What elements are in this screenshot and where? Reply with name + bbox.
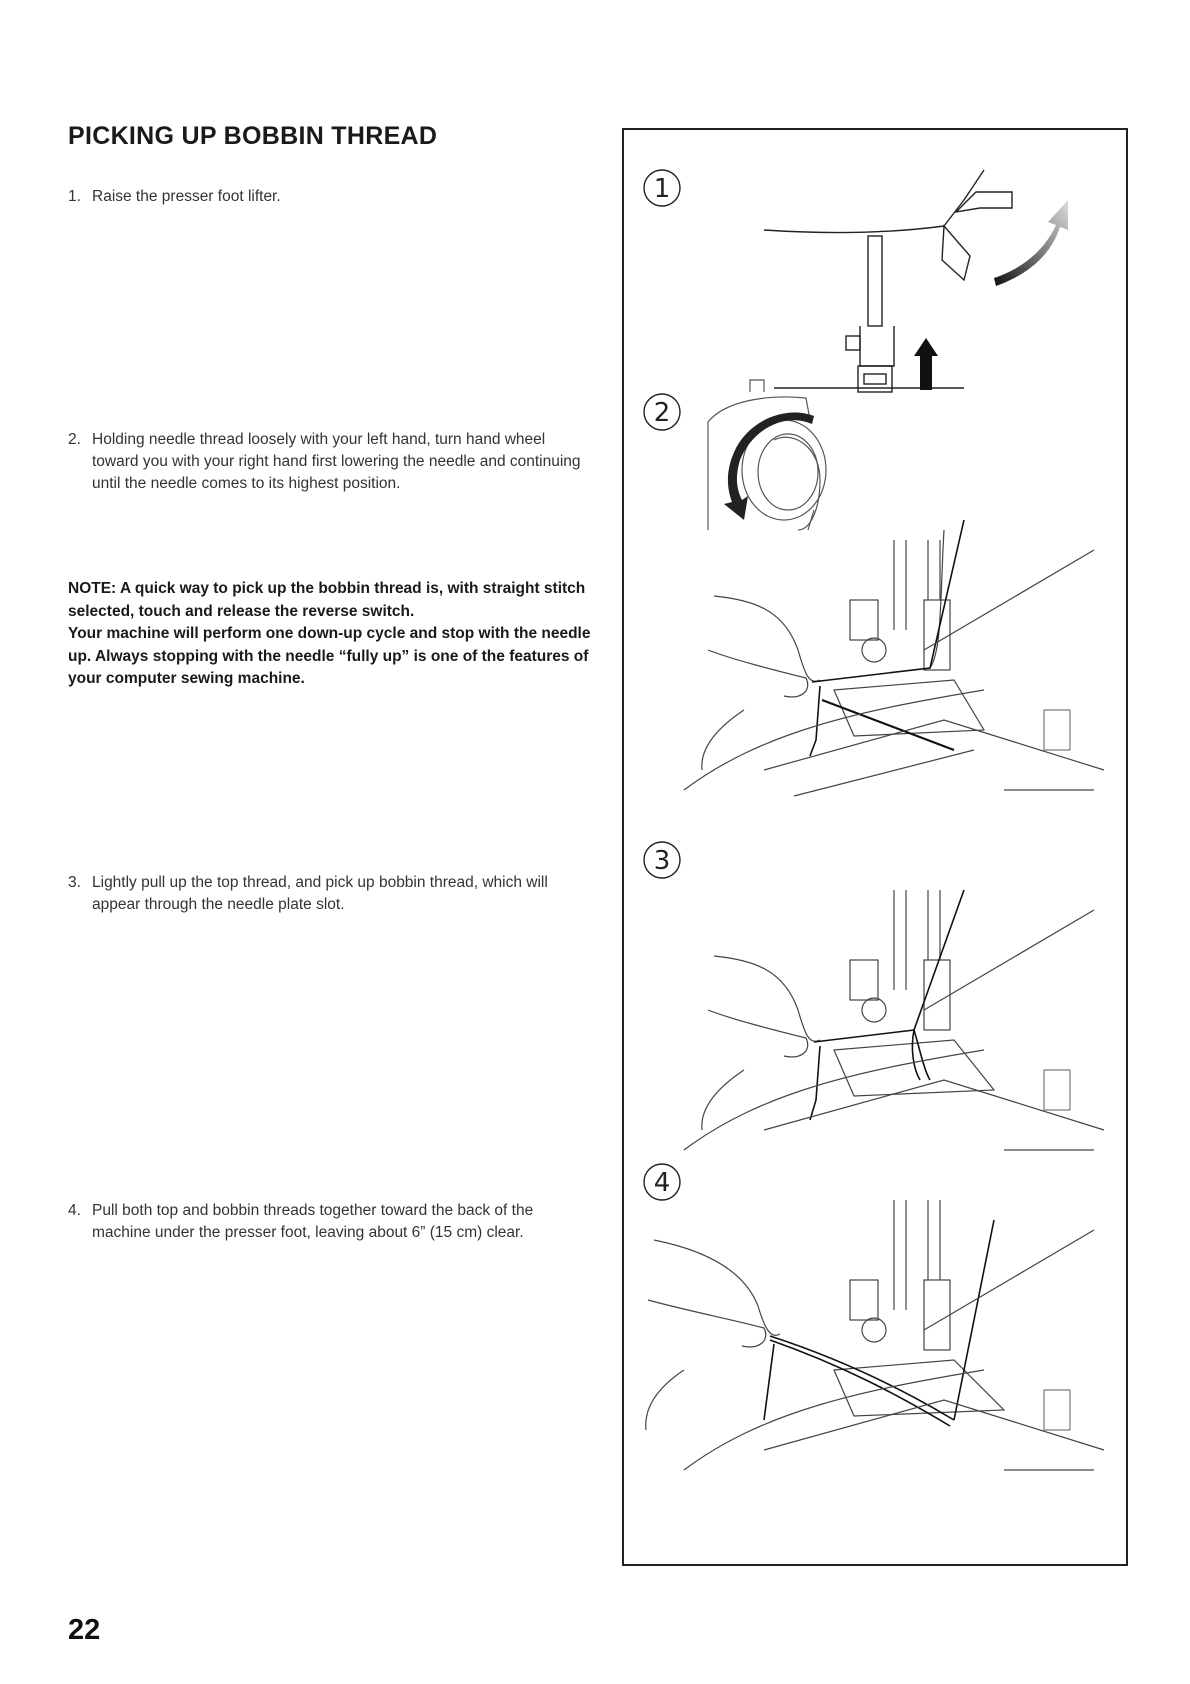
note-line-1: NOTE: A quick way to pick up the bobbin thread is, with straight stitch selected, touch and release the reverse switch. — [68, 580, 586, 620]
curved-arrow-icon — [994, 200, 1068, 286]
up-arrow-icon — [914, 338, 938, 390]
rotate-arrow-icon — [724, 413, 814, 520]
figure-4-pull-threads-back — [644, 1164, 1104, 1470]
step-number: 4. — [68, 1202, 81, 1219]
step-number: 2. — [68, 431, 81, 448]
figure-3-pick-up-bobbin — [644, 842, 1104, 1150]
svg-text:3: 3 — [653, 846, 671, 876]
figure-1-presser-foot — [644, 170, 1068, 392]
step-2 — [68, 429, 598, 495]
step-number: 1. — [68, 188, 81, 205]
figure-2-hand-wheel — [644, 380, 826, 530]
step-3 — [68, 872, 598, 916]
page-number: 22 — [68, 1614, 101, 1646]
svg-text:1: 1 — [653, 174, 671, 204]
step-1 — [68, 186, 598, 208]
svg-text:2: 2 — [653, 398, 671, 428]
step-number: 3. — [68, 874, 81, 891]
figure-2b-needle-plate — [684, 520, 1104, 796]
step-text: Pull both top and bobbin threads together toward the back of the machine under the presser foot, leaving about 6” (15 cm) clear. — [92, 1202, 534, 1241]
note-block — [68, 578, 608, 691]
step-text: Holding needle thread loosely with your left hand, turn hand wheel toward you with your right hand first lowering the needle and continuing until the needle comes to its highest position. — [92, 431, 581, 492]
note-line-2: Your machine will perform one down-up cycle and stop with the needle up. Always stopping with the needle “fully up” is one of the features of your computer sewing machine. — [68, 625, 591, 687]
step-text: Raise the presser foot lifter. — [92, 188, 281, 205]
page-title: PICKING UP BOBBIN THREAD — [68, 122, 438, 150]
step-text: Lightly pull up the top thread, and pick up bobbin thread, which will appear through the needle plate slot. — [92, 874, 548, 913]
svg-text:4: 4 — [653, 1168, 671, 1198]
sewing-machine-illustrations — [624, 130, 1126, 1564]
illustration-panel — [622, 128, 1128, 1566]
step-4 — [68, 1200, 598, 1244]
